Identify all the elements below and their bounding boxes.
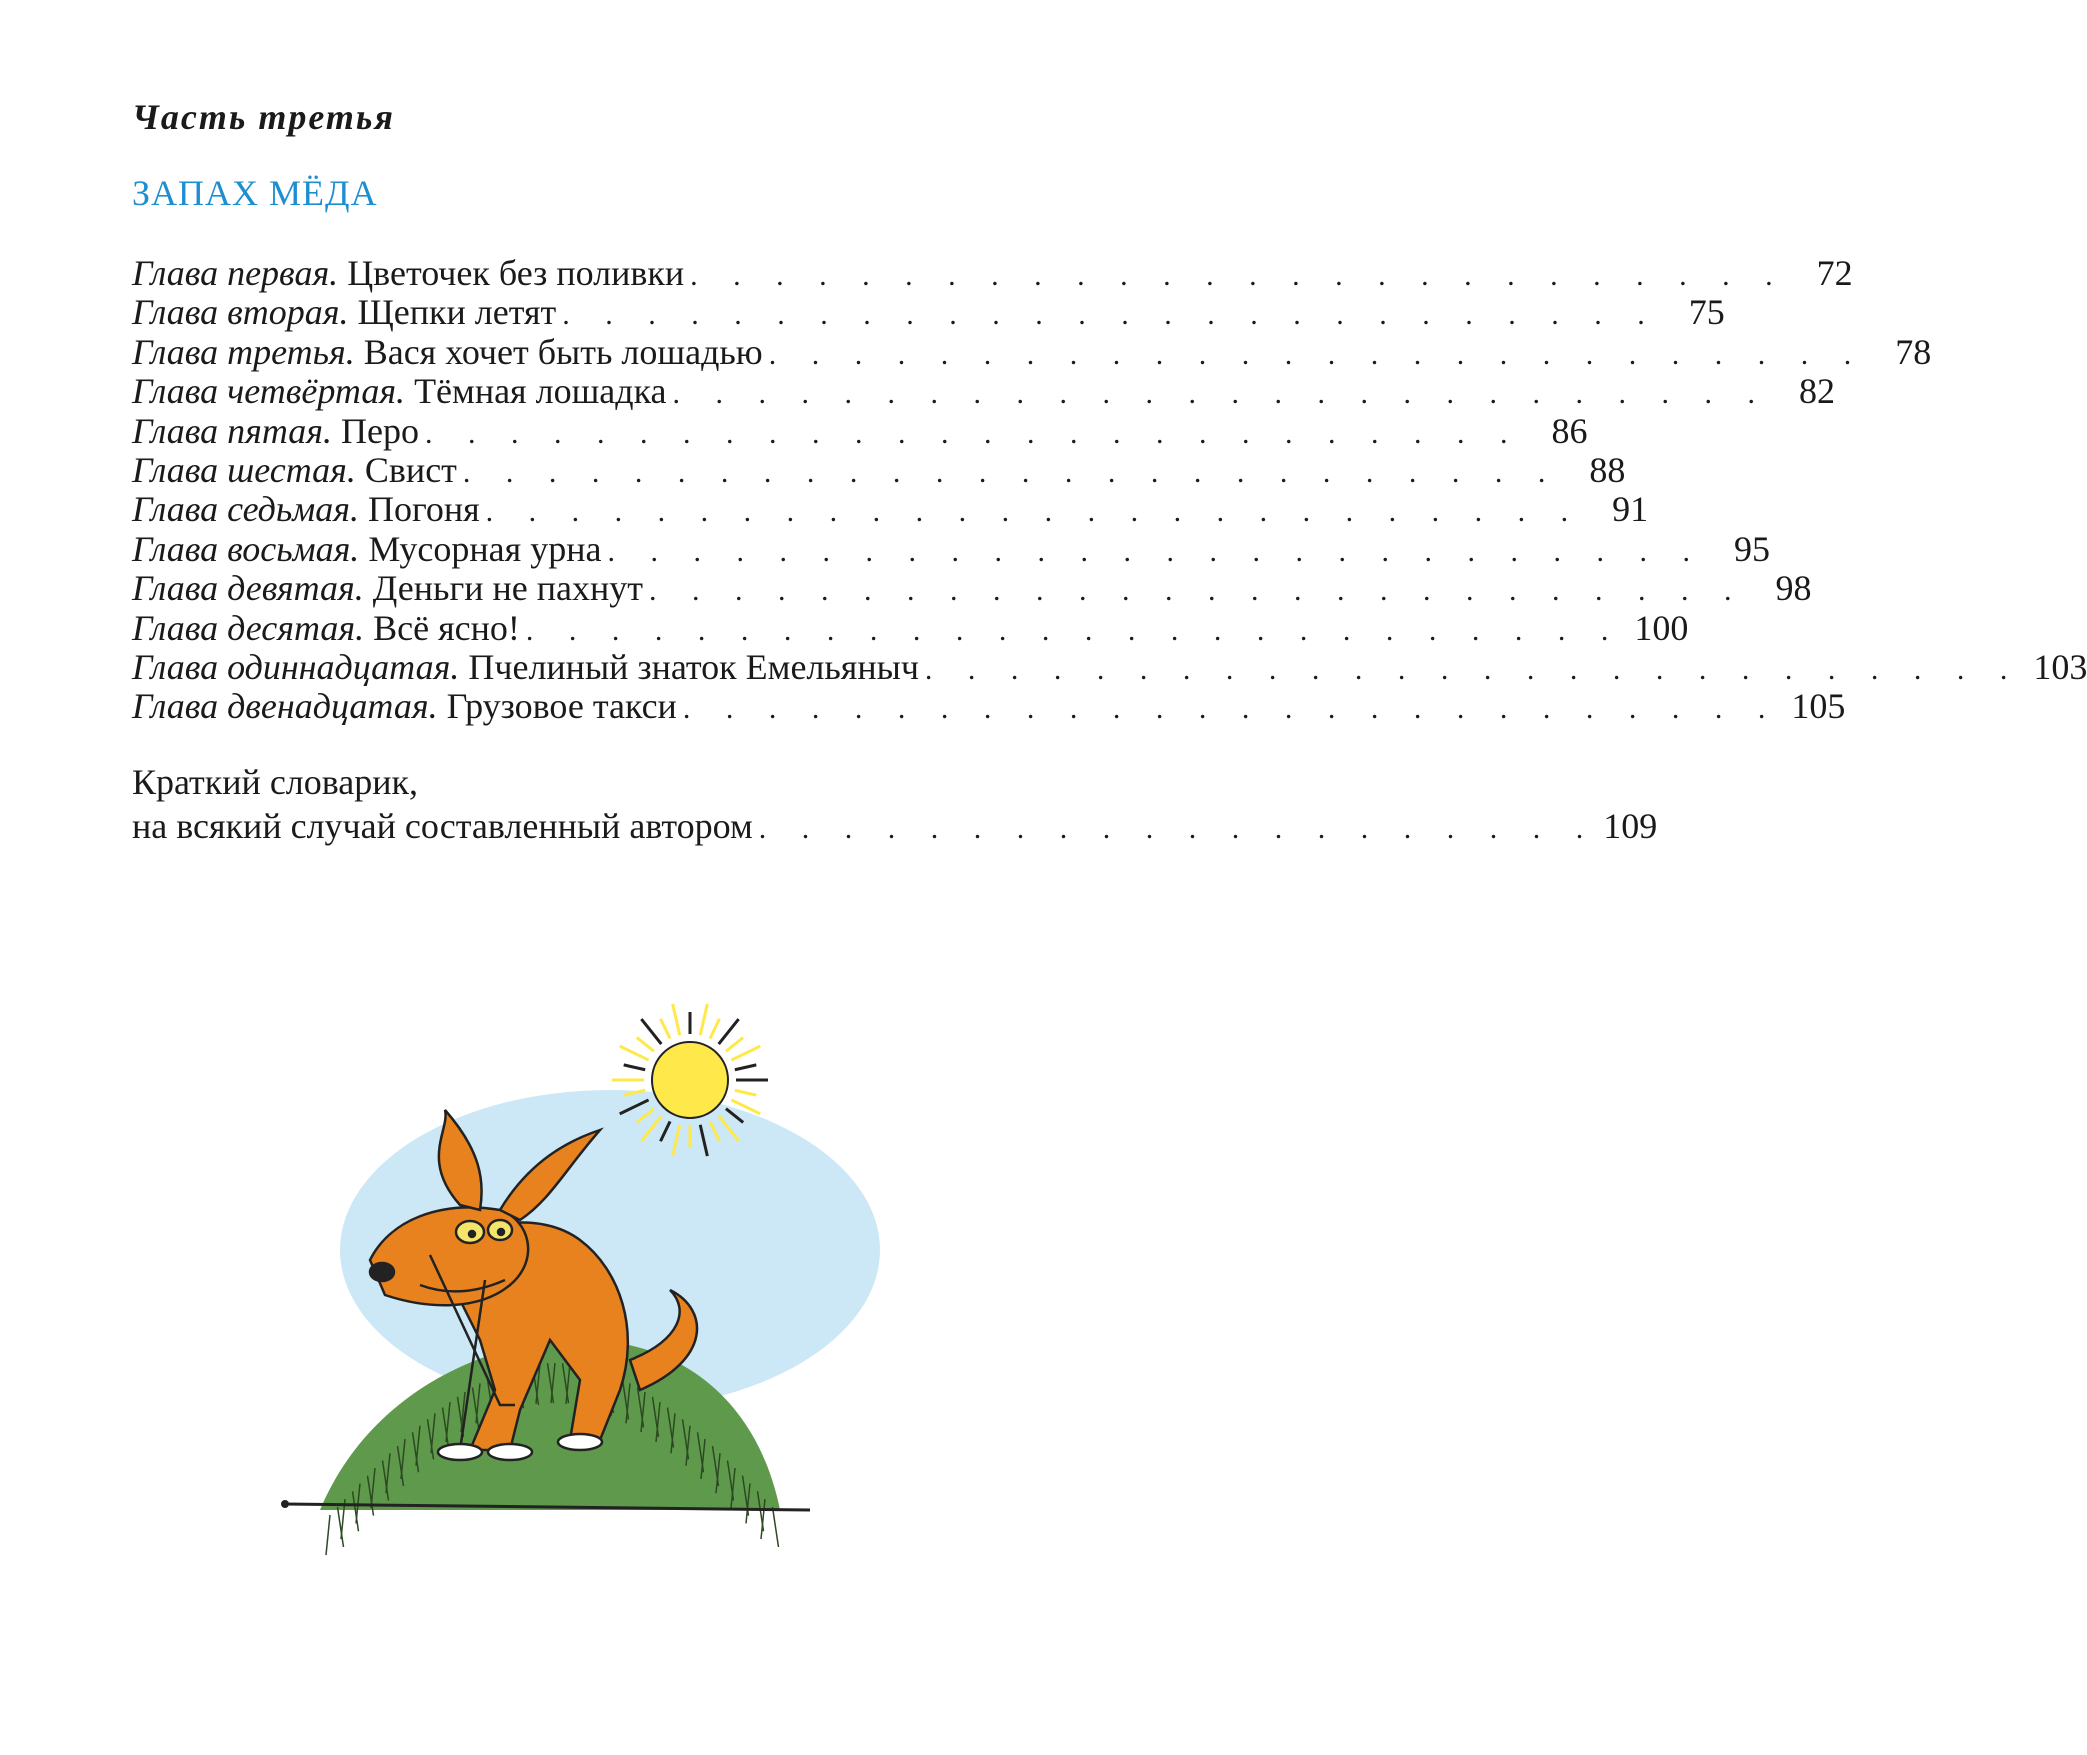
leader-dots: . . . . . . . . . . . . . . . . . . . . . . . . . . bbox=[768, 337, 1866, 371]
table-of-contents bbox=[132, 253, 2087, 727]
chapter-title: Деньги не пахнут bbox=[372, 568, 643, 609]
chapter-title: Погоня bbox=[367, 489, 480, 530]
chapter-title: Свист bbox=[364, 449, 457, 490]
section-title: ЗАПАХ МЁДА bbox=[132, 173, 378, 213]
leader-dots: . . . . . . . . . . . . . . . . . . . . . . . . . . bbox=[562, 298, 1659, 332]
chapter-title: Грузовое такси bbox=[446, 686, 677, 727]
chapter-label: Глава десятая. bbox=[132, 607, 365, 648]
chapter-label: Глава девятая. bbox=[132, 568, 364, 609]
chapter-label: Глава шестая. bbox=[132, 449, 356, 490]
leader-dots: . . . . . . . . . . . . . . . . . . . . . . . . . . bbox=[648, 574, 1746, 608]
page-number: 109 bbox=[1603, 806, 1658, 846]
page-number: 78 bbox=[1895, 331, 1932, 372]
chapter-title: Вася хочет быть лошадью bbox=[363, 331, 763, 372]
chapter-label: Глава седьмая. bbox=[132, 489, 359, 530]
chapter-title: Всё ясно! bbox=[373, 607, 520, 648]
leader-dots: . . . . . . . . . . . . . . . . . . . . . . . . . . bbox=[485, 495, 1583, 529]
toc-entry[interactable] bbox=[132, 528, 1770, 569]
page-number: 86 bbox=[1551, 410, 1588, 451]
chapter-label: Глава пятая. bbox=[132, 410, 332, 451]
toc-entry[interactable] bbox=[132, 686, 1846, 727]
toc-entry[interactable] bbox=[132, 253, 1853, 293]
leader-dots: . . . . . . . . . . . . . . . . . . . . . . . . . . bbox=[462, 455, 1560, 489]
ground-line-dot bbox=[281, 1500, 289, 1508]
toc-entry[interactable] bbox=[132, 410, 1588, 451]
toc-entry[interactable] bbox=[132, 371, 1836, 412]
chapter-label: Глава вторая. bbox=[132, 292, 349, 333]
toc-entry[interactable] bbox=[132, 646, 2087, 687]
leader-dots: . . . . . . . . . . . . . . . . . . . . . . . . . . bbox=[525, 613, 1623, 647]
toc-entry[interactable] bbox=[132, 607, 1689, 648]
chapter-label: Глава четвёртая. bbox=[132, 371, 406, 412]
toc-entry[interactable] bbox=[132, 489, 1649, 530]
page-number: 98 bbox=[1775, 568, 1812, 609]
page-number: 82 bbox=[1799, 371, 1836, 412]
page-number: 75 bbox=[1688, 292, 1725, 333]
dog-on-hill-illustration bbox=[310, 1010, 930, 1510]
chapter-title: Мусорная урна bbox=[368, 528, 602, 569]
chapter-title: Тёмная лошадка bbox=[414, 371, 667, 412]
leader-dots: . . . . . . . . . . . . . . . . . . . . . . . . . . bbox=[607, 534, 1704, 568]
chapter-label: Глава восьмая. bbox=[132, 528, 360, 569]
dog-nose-icon bbox=[370, 1263, 394, 1281]
chapter-label: Глава третья. bbox=[132, 331, 355, 372]
part-label: Часть третья bbox=[132, 97, 395, 137]
chapter-label: Глава одиннадцатая. bbox=[132, 646, 460, 687]
chapter-title: Перо bbox=[341, 410, 419, 451]
chapter-label: Глава первая. bbox=[132, 253, 339, 293]
chapter-label: Глава двенадцатая. bbox=[132, 686, 438, 727]
page-number: 105 bbox=[1791, 686, 1846, 727]
page-number: 95 bbox=[1733, 528, 1770, 569]
toc-entry[interactable] bbox=[132, 449, 1626, 490]
chapter-title: Щепки летят bbox=[357, 292, 557, 333]
dictionary-title-line2: на всякий случай составленный автором bbox=[132, 806, 753, 846]
leader-dots: . . . . . . . . . . . . . . . . . . . . . . . . . . bbox=[682, 692, 1780, 726]
page-number: 100 bbox=[1634, 607, 1689, 648]
toc-entry[interactable] bbox=[132, 292, 1725, 333]
leader-dots: . . . . . . . . . . . . . . . . . . . . . . . . . . bbox=[672, 377, 1770, 411]
toc-entry[interactable] bbox=[132, 568, 1812, 609]
page-number: 88 bbox=[1589, 449, 1626, 490]
chapter-title: Пчелиный знаток Емельяныч bbox=[468, 646, 919, 687]
leader-dots: . . . . . . . . . . . . . . . . . . . . . . . . . . bbox=[924, 652, 2022, 686]
page-number: 103 bbox=[2033, 646, 2087, 687]
sun-icon bbox=[652, 1042, 728, 1118]
chapter-title: Цветочек без поливки bbox=[347, 253, 685, 293]
page-number: 91 bbox=[1612, 489, 1649, 530]
dictionary-entry[interactable] bbox=[132, 760, 1658, 851]
page-number: 72 bbox=[1816, 253, 1853, 293]
dictionary-title-line1: Краткий словарик, bbox=[132, 762, 419, 802]
leader-dots: . . . . . . . . . . . . . . . . . . . . . . . . . . bbox=[690, 259, 1787, 292]
toc-entry[interactable] bbox=[132, 331, 1932, 372]
leader-dots: . . . . . . . . . . . . . . . . . . . . bbox=[758, 812, 1598, 845]
leader-dots: . . . . . . . . . . . . . . . . . . . . . . . . . . bbox=[424, 416, 1522, 450]
